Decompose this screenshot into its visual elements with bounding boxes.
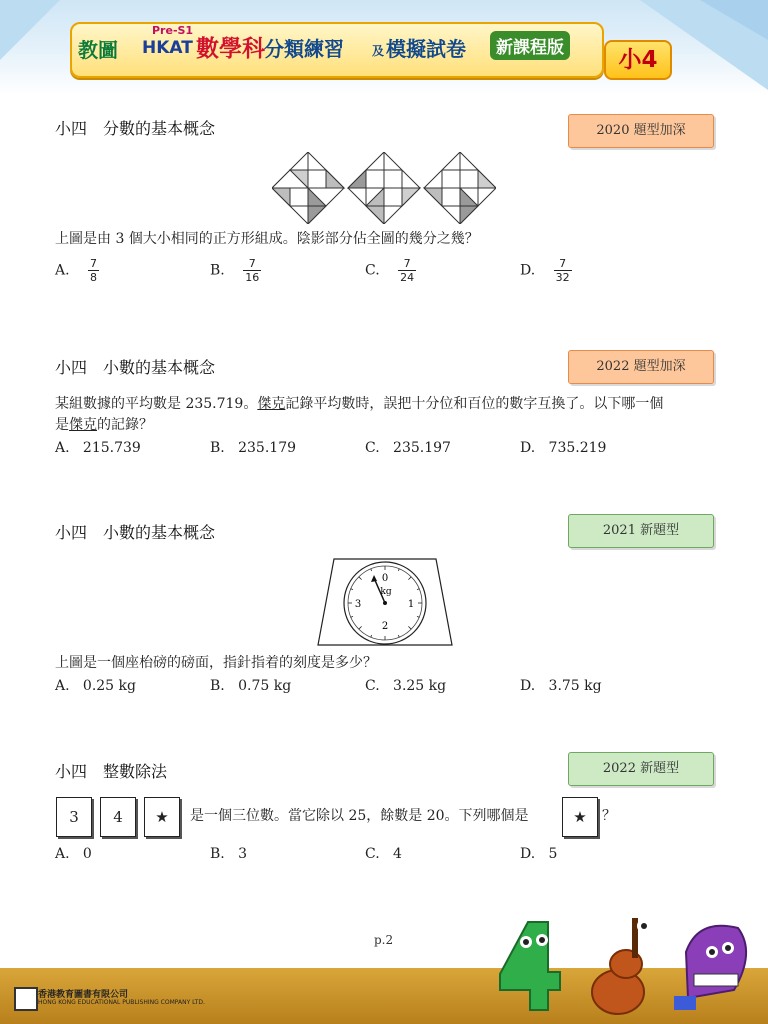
section-1-title: [55, 116, 215, 139]
banner-mock-paper: 模擬試卷: [386, 37, 466, 61]
option-b[interactable]: B. 235.179: [210, 440, 297, 456]
section-topic: 分數的基本概念: [103, 119, 216, 138]
scale-unit: kg: [380, 587, 392, 597]
section-4-question: 是一個三位數。當它除以 25，餘數是 20。下列哪個是: [190, 808, 529, 824]
scale-label-3: 3: [354, 599, 362, 610]
option-a[interactable]: A. 0.25 kg: [55, 678, 136, 694]
digit-box-star: ★: [144, 797, 180, 837]
publisher-logo-icon: [14, 987, 38, 1011]
section-2-question: 某組數據的平均數是 235.719。傑克記錄平均數時，誤把十分位和百位的數字互換了。以下哪一個 是傑克的記錄？: [55, 396, 664, 433]
scale-label-1: 1: [407, 599, 415, 610]
option-c[interactable]: C. 3.25 kg: [365, 678, 447, 694]
section-grade: 小四: [55, 762, 88, 781]
publisher-name-cn: 香港教育圖書有限公司: [38, 990, 129, 1000]
banner-and: 及: [372, 44, 385, 58]
shaded-squares-figure: [272, 152, 496, 224]
section-2-options: [55, 440, 655, 460]
section-2-title: [55, 355, 215, 378]
banner-new-curriculum: 新課程版: [490, 31, 570, 60]
title-banner: [70, 22, 604, 78]
section-topic: 整數除法: [103, 762, 168, 781]
publisher-name-en: HONG KONG EDUCATIONAL PUBLISHING COMPANY LTD.: [38, 999, 205, 1006]
option-d[interactable]: D. 5: [520, 846, 558, 862]
fraction: $\frac{7}{24}$: [400, 257, 415, 284]
scale-label-2: 2: [381, 621, 389, 632]
option-d[interactable]: D. 735.219: [520, 440, 607, 456]
section-topic: 小數的基本概念: [103, 358, 216, 377]
section-3-title: [55, 520, 215, 543]
option-a[interactable]: A. 0: [55, 846, 92, 862]
mascot-illustration: [498, 912, 760, 1020]
digit-box-2: 4: [100, 797, 136, 837]
grade-badge: 小4: [604, 40, 672, 80]
banner-publisher: 教圖: [78, 38, 118, 62]
page-number: p.2: [374, 933, 394, 947]
option-d[interactable]: D. $\frac{7}{32}$: [520, 257, 570, 284]
section-1-tag: 2020 題型加深: [568, 114, 714, 148]
option-b[interactable]: B. 0.75 kg: [210, 678, 292, 694]
section-topic: 小數的基本概念: [103, 523, 216, 542]
name-jack: 傑克: [257, 396, 286, 412]
option-d[interactable]: D. 3.75 kg: [520, 678, 602, 694]
option-a[interactable]: A. 215.739: [55, 440, 141, 456]
section-3-options: [55, 678, 655, 698]
option-c[interactable]: C. 235.197: [365, 440, 451, 456]
section-4-options: [55, 846, 655, 866]
section-grade: 小四: [55, 523, 88, 542]
section-4-title: [55, 759, 167, 782]
section-2-tag: 2022 題型加深: [568, 350, 714, 384]
section-1-question: 上圖是由 3 個大小相同的正方形組成。陰影部分佔全圖的幾分之幾？: [55, 231, 479, 247]
section-grade: 小四: [55, 119, 88, 138]
question-mark: ？: [602, 808, 616, 824]
option-a[interactable]: A. $\frac{7}{8}$: [55, 257, 98, 284]
option-b[interactable]: B. $\frac{7}{16}$: [210, 257, 260, 284]
scale-label-0: 0: [381, 573, 389, 584]
section-3-tag: 2021 新題型: [568, 514, 714, 548]
fraction: $\frac{7}{8}$: [90, 257, 98, 284]
fraction: $\frac{7}{32}$: [555, 257, 570, 284]
fraction: $\frac{7}{16}$: [245, 257, 260, 284]
section-1-options: [55, 257, 655, 293]
digit-box-1: 3: [56, 797, 92, 837]
option-c[interactable]: C. 4: [365, 846, 402, 862]
kitchen-scale-figure: [316, 556, 454, 648]
banner-pre-s1: Pre-S1: [152, 24, 194, 37]
option-c[interactable]: C. $\frac{7}{24}$: [365, 257, 415, 284]
answer-box-star: ★: [562, 797, 598, 837]
banner-practice: 分類練習: [264, 37, 344, 61]
banner-hkat: HKAT: [142, 38, 193, 58]
name-jack: 傑克: [69, 417, 97, 433]
section-4-tag: 2022 新題型: [568, 752, 714, 786]
option-b[interactable]: B. 3: [210, 846, 248, 862]
section-3-question: 上圖是一個座枱磅的磅面，指針指着的刻度是多少？: [55, 655, 377, 671]
banner-subject: 數學科: [196, 36, 265, 62]
section-grade: 小四: [55, 358, 88, 377]
